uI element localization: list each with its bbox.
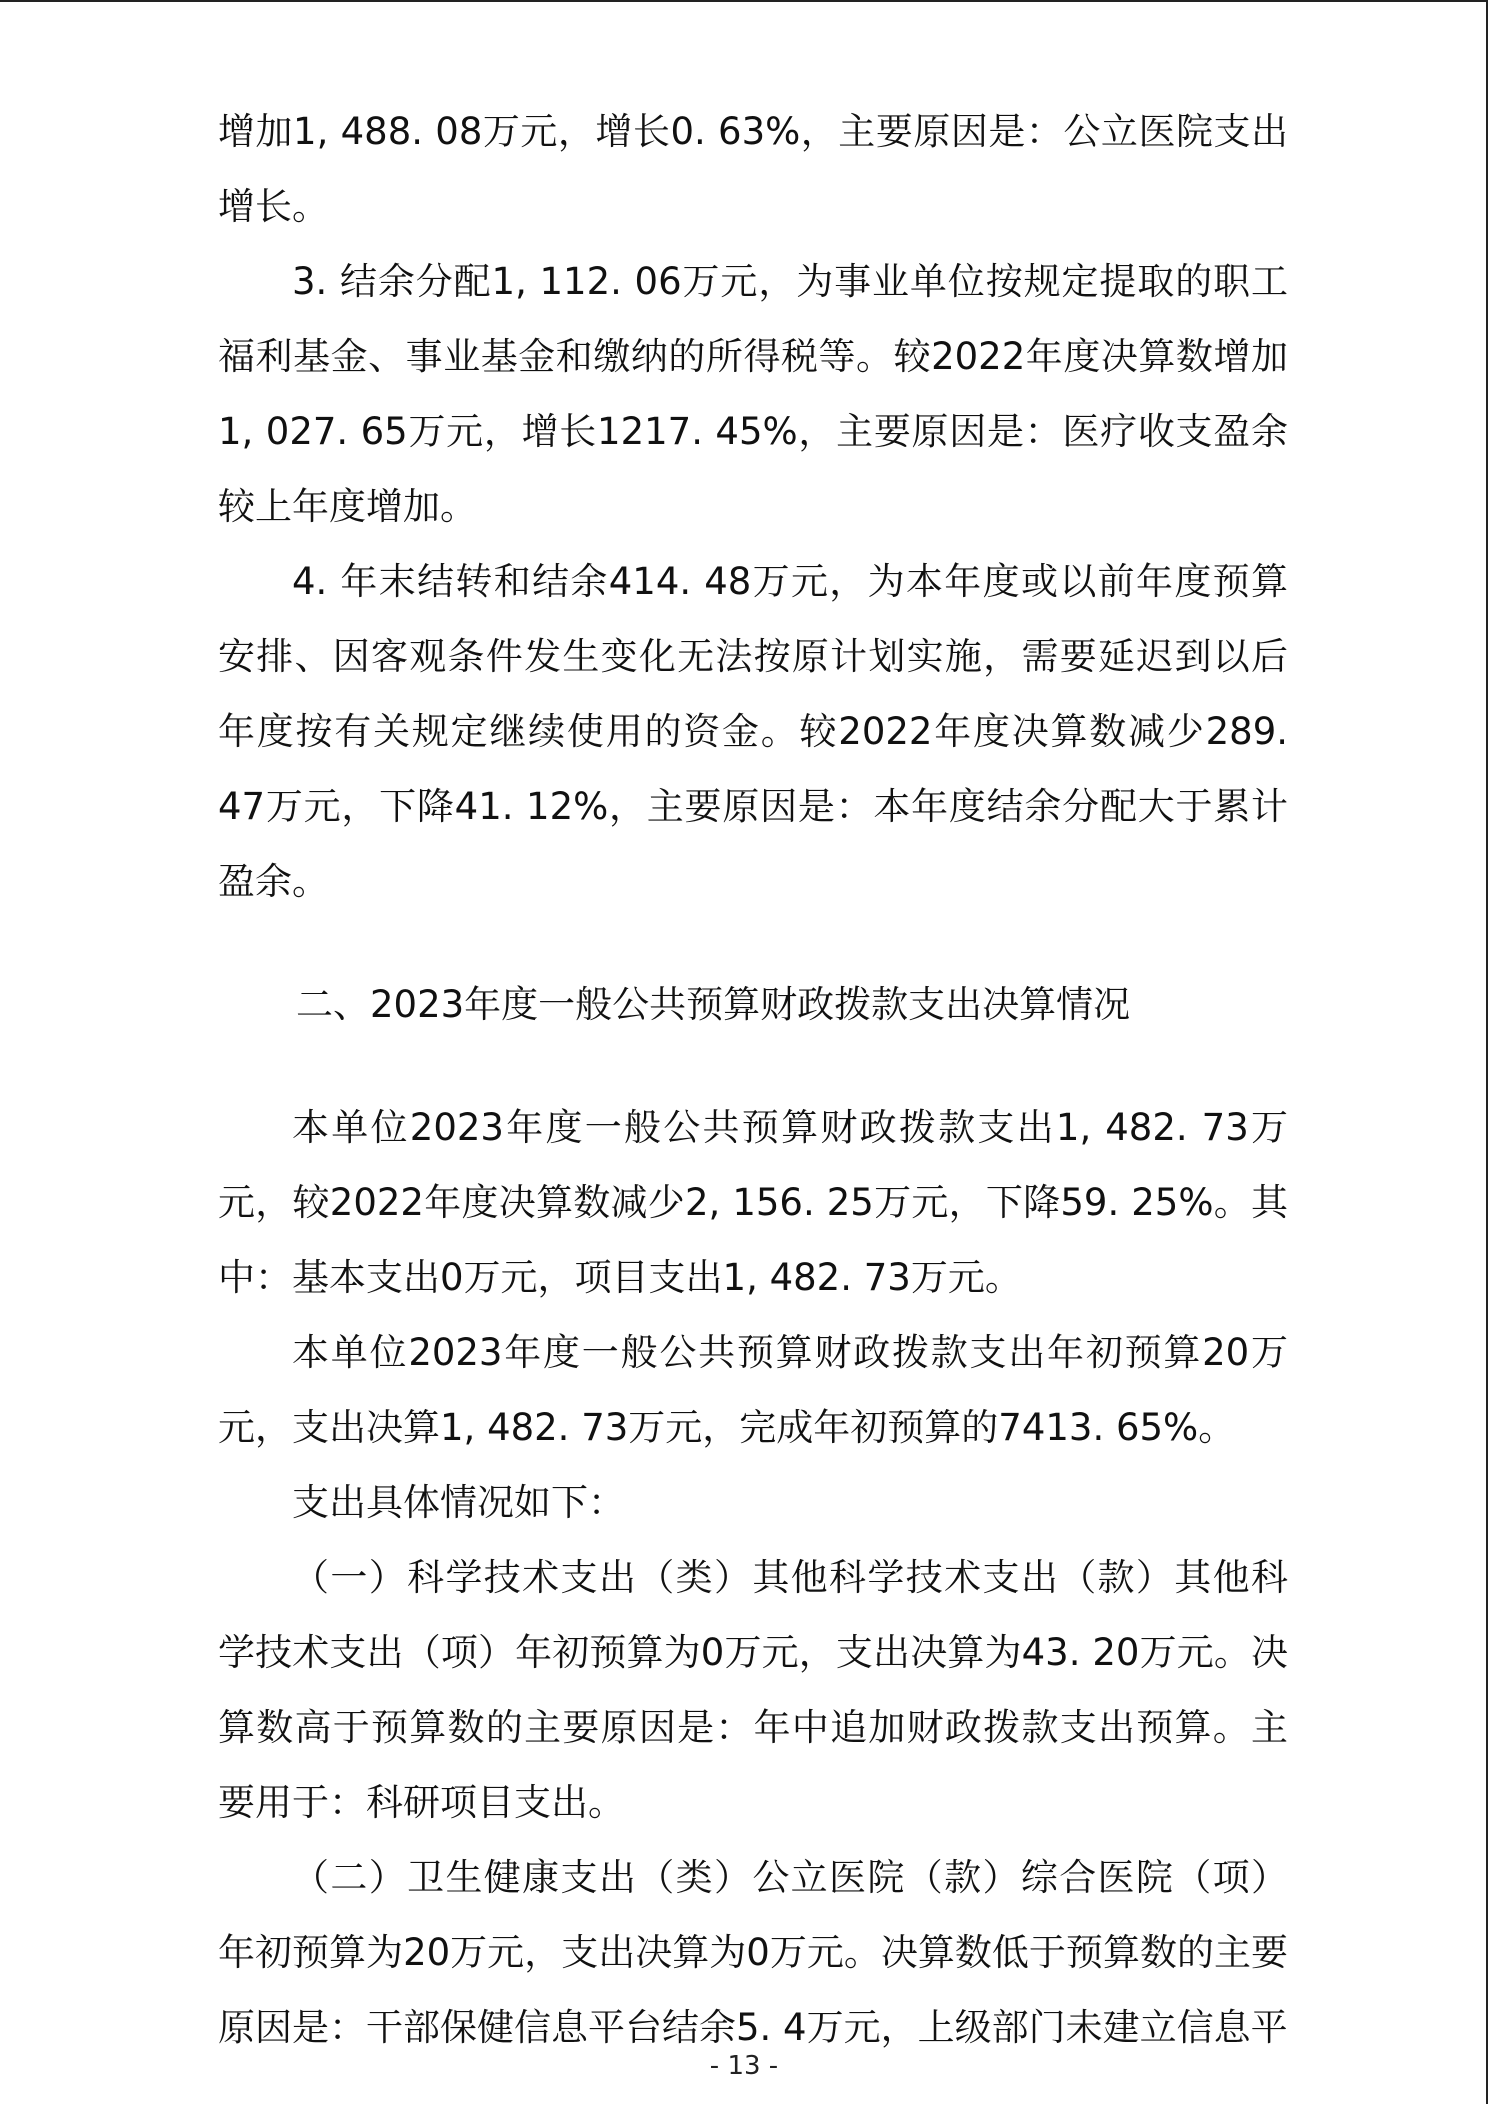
section-heading: 二、2023年度一般公共预算财政拨款支出决算情况 [296,983,1131,1026]
document-body [218,94,1288,2065]
paragraph-science-expense: （一）科学技术支出（类）其他科学技术支出（款）其他科学技术支出（项）年初预算为0万元，支出决算为43. 20万元。决算数高于预算数的主要原因是：年中追加财政拨款支出预算。主要用于：科研项目支出。 [218,1556,1288,1824]
paragraph-surplus-distribution: 3. 结余分配1, 112. 06万元，为事业单位按规定提取的职工福利基金、事业基金和缴纳的所得税等。较2022年度决算数增加1, 027. 65万元，增长1217. 45%，主要原因是：医疗收支盈余较上年度增加。 [218,260,1288,528]
paragraph-details-intro: 支出具体情况如下： [292,1481,625,1524]
paragraph-appropriation-total: 本单位2023年度一般公共预算财政拨款支出1, 482. 73万元，较2022年度决算数减少2, 156. 25万元，下降59. 25%。其中：基本支出0万元，项目支出1, 482. 73万元。 [218,1106,1288,1299]
paragraph-budget-completion: 本单位2023年度一般公共预算财政拨款支出年初预算20万元，支出决算1, 482. 73万元，完成年初预算的7413. 65%。 [218,1331,1288,1449]
paragraph-year-end-balance: 4. 年末结转和结余414. 48万元，为本年度或以前年度预算安排、因客观条件发生变化无法按原计划实施，需要延迟到以后年度按有关规定继续使用的资金。较2022年度决算数减少289. 47万元，下降41. 12%，主要原因是：本年度结余分配大于累计盈余。 [218,560,1288,903]
paragraph-health-expense: （二）卫生健康支出（类）公立医院（款）综合医院（项）年初预算为20万元，支出决算为0万元。决算数低于预算数的主要原因是：干部保健信息平台结余5. 4万元，上级部门未建立信息平 [218,1856,1288,2049]
page-number: - 13 - [709,2051,779,2081]
paragraph-expense-continuation: 增加1, 488. 08万元，增长0. 63%，主要原因是：公立医院支出增长。 [218,110,1288,228]
